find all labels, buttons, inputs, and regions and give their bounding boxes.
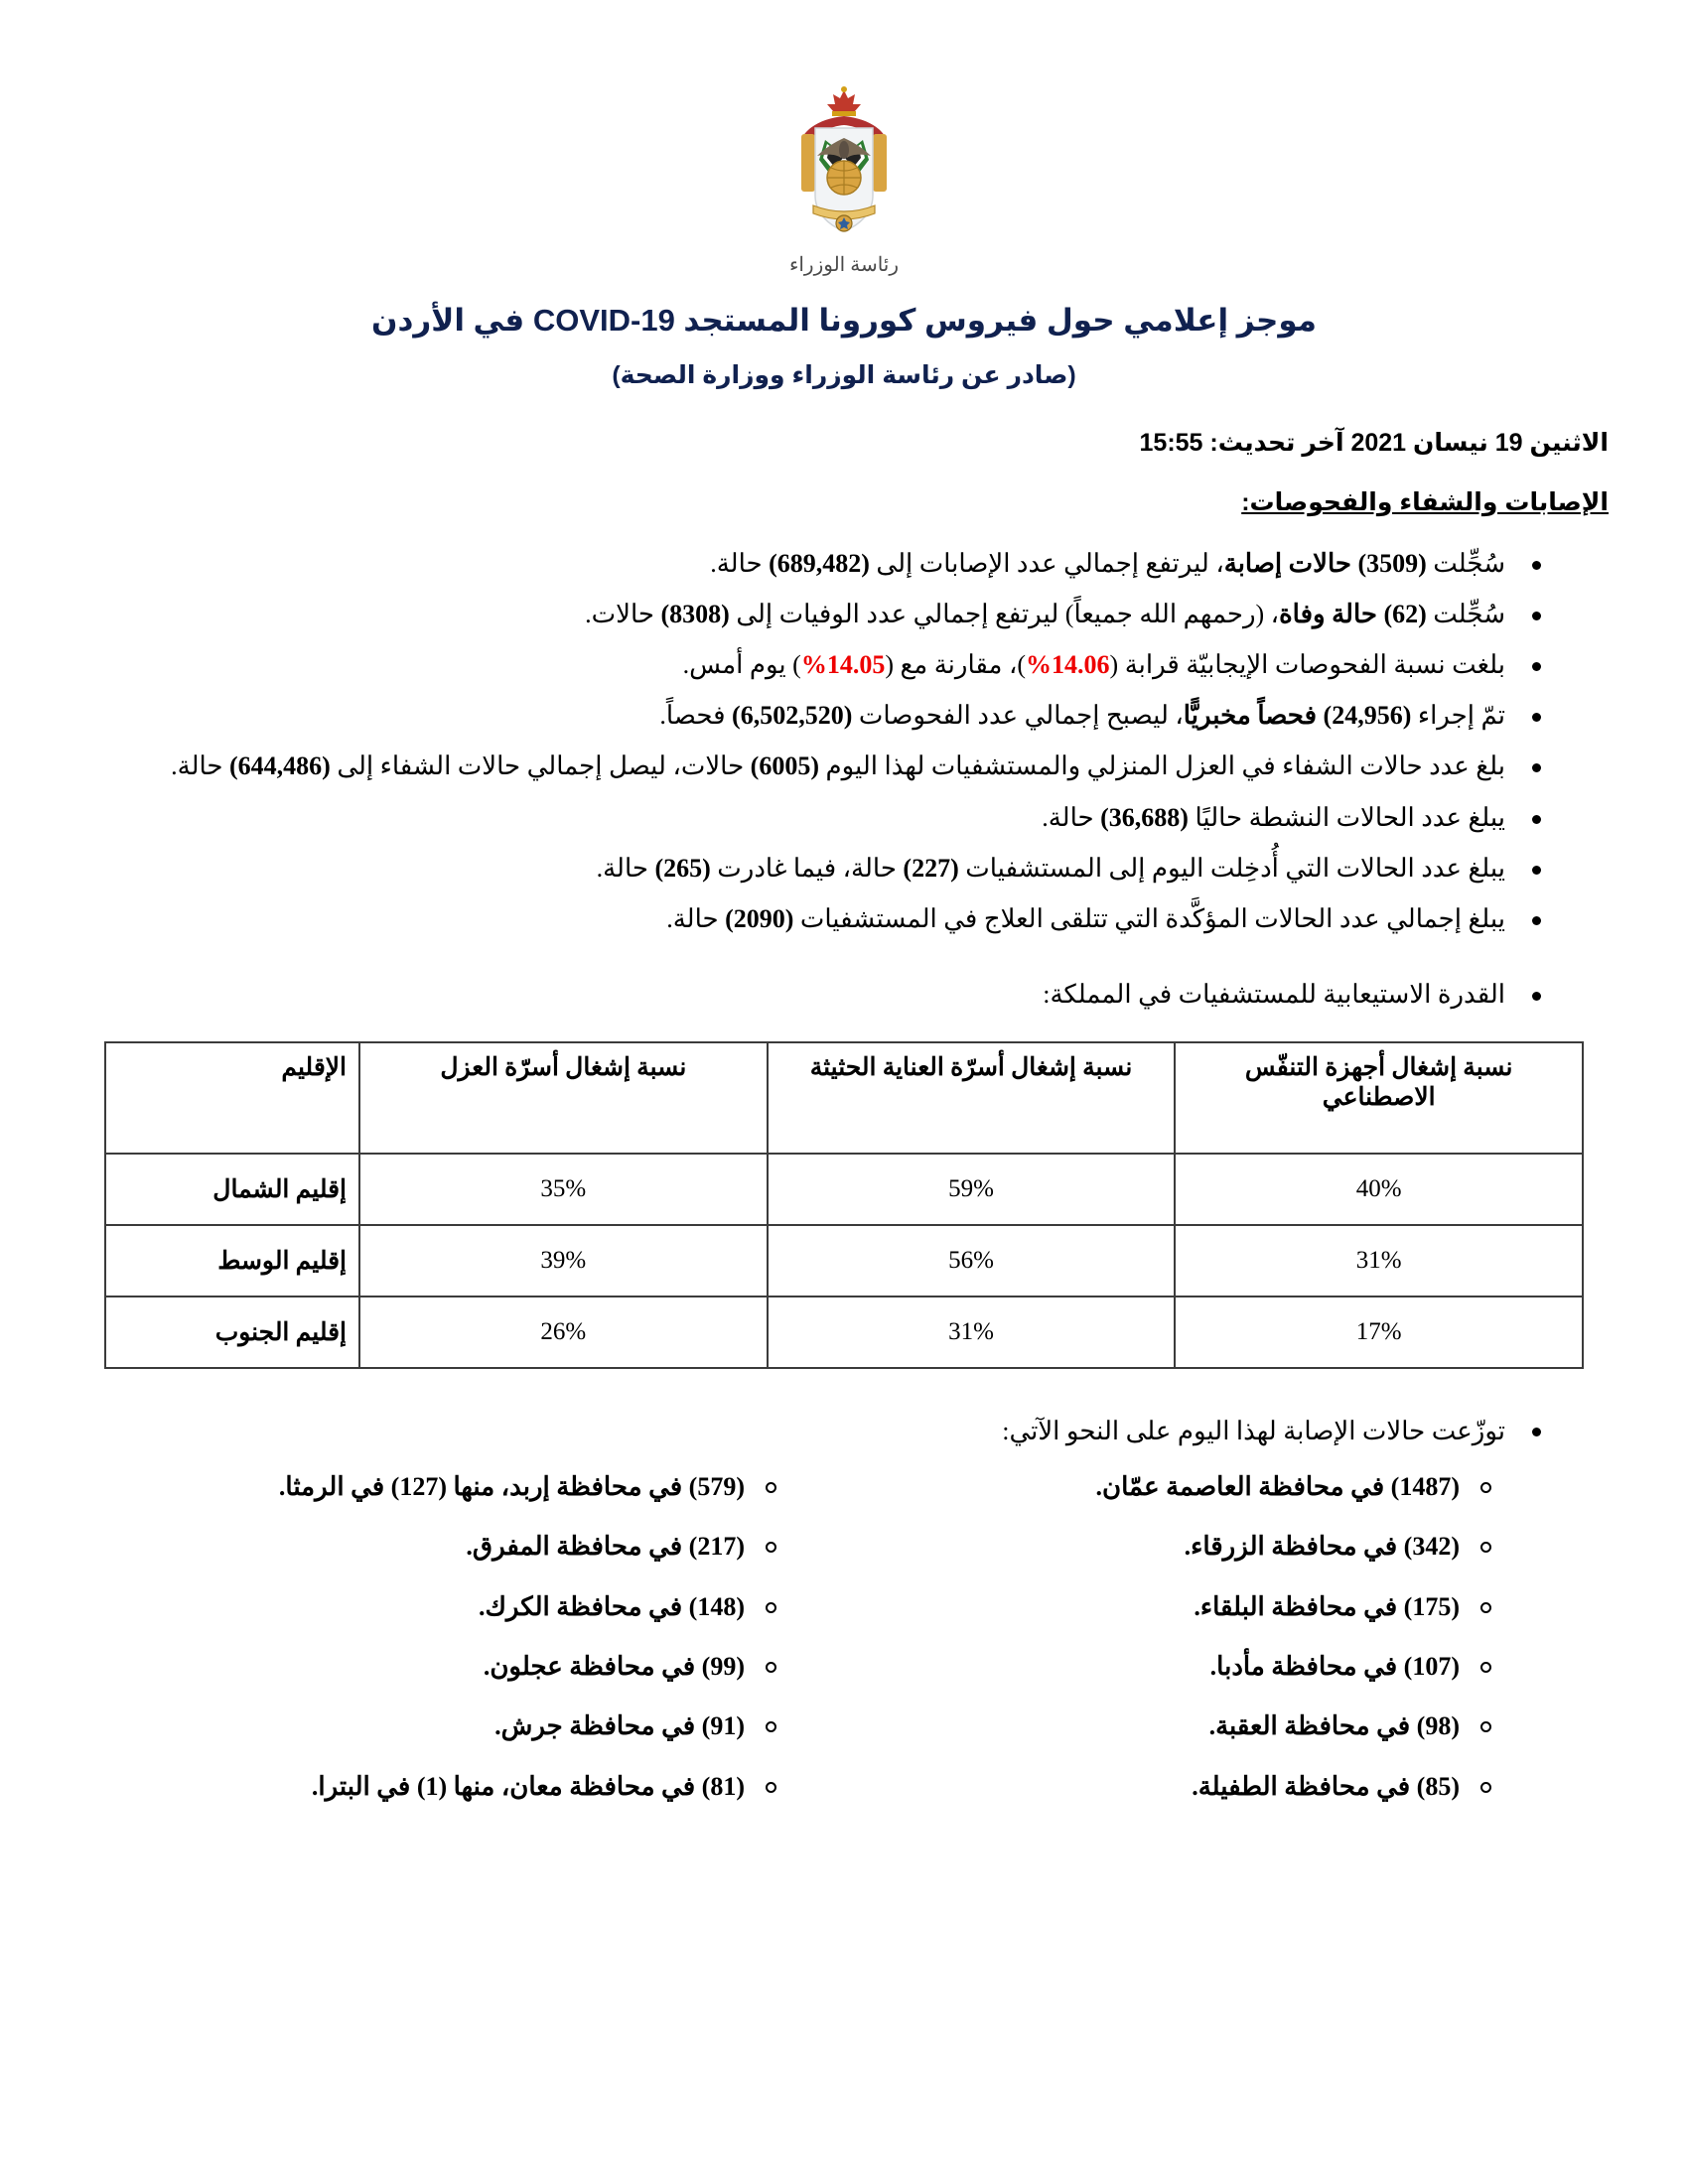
- cell-isolation-pct: 26%: [359, 1297, 768, 1368]
- list-item: [79, 848, 1549, 889]
- bold-value: (644,486): [229, 751, 331, 781]
- bold-value: (24,956) فحصاً مخبريًّا: [1183, 701, 1412, 731]
- list-item: (217) في محافظة المفرق.: [119, 1528, 786, 1566]
- list-item: (98) في محافظة العقبة.: [834, 1707, 1501, 1745]
- bold-value: (8308): [660, 600, 730, 629]
- table-row: [105, 1225, 1583, 1297]
- column-header-isolation-beds: نسبة إشغال أسرّة العزل: [359, 1042, 768, 1154]
- page-title: موجز إعلامي حول فيروس كورونا المستجد COVID-19 في الأردن: [371, 303, 1317, 338]
- column-header-ventilators: نسبة إشغال أجهزة التنفّس الاصطناعي: [1175, 1042, 1583, 1154]
- list-item: (175) في محافظة البلقاء.: [834, 1588, 1501, 1626]
- column-header-icu-beds: نسبة إشغال أسرّة العناية الحثيثة: [768, 1042, 1176, 1154]
- text-run: سُجِّلت: [1426, 600, 1505, 629]
- table-row: [105, 1297, 1583, 1368]
- text-run: بلغ عدد حالات الشفاء في العزل المنزلي والمستشفيات لهذا اليوم: [818, 751, 1505, 781]
- text-run: ، ليرتفع إجمالي عدد الإصابات إلى: [869, 549, 1224, 578]
- bold-value: (227): [903, 853, 959, 883]
- cell-isolation-pct: 39%: [359, 1225, 768, 1297]
- page-subtitle: (صادر عن رئاسة الوزراء ووزارة الصحة): [612, 361, 1076, 389]
- cell-region-name: إقليم الشمال: [105, 1154, 359, 1225]
- cell-ventilator-pct: 31%: [1175, 1225, 1583, 1297]
- text-run: يبلغ عدد الحالات النشطة حاليًا: [1188, 802, 1505, 832]
- cell-region-name: إقليم الجنوب: [105, 1297, 359, 1368]
- text-run: يبلغ إجمالي عدد الحالات المؤكَّدة التي تتلقى العلاج في المستشفيات: [793, 903, 1505, 933]
- highlighted-value: 14.06%: [1026, 650, 1110, 680]
- list-item: [79, 898, 1549, 940]
- cell-icu-pct: 31%: [768, 1297, 1176, 1368]
- list-item: توزّعت حالات الإصابة لهذا اليوم على النحو الآتي:: [79, 1411, 1549, 1452]
- column-header-region: الإقليم: [105, 1042, 359, 1154]
- list-item: [79, 644, 1549, 686]
- distribution-lead-list: [79, 1411, 1609, 1452]
- list-item: (107) في محافظة مأدبا.: [834, 1648, 1501, 1686]
- text-run: حالات.: [585, 600, 661, 629]
- emblem-block: [79, 84, 1609, 277]
- text-run: بلغت نسبة الفحوصات الإيجابيّة قرابة (: [1109, 650, 1505, 680]
- bold-value: (6,502,520): [732, 701, 853, 731]
- text-run: سُجِّلت: [1426, 549, 1505, 578]
- cell-region-name: إقليم الوسط: [105, 1225, 359, 1297]
- last-update-datetime: الاثنين 19 نيسان 2021 آخر تحديث: 15:55: [1139, 429, 1609, 457]
- distribution-list-right: [834, 1468, 1549, 1807]
- bold-value: (62) حالة وفاة: [1279, 600, 1427, 629]
- list-item: (342) في محافظة الزرقاء.: [834, 1528, 1501, 1566]
- emblem-caption: رئاسة الوزراء: [788, 254, 900, 276]
- bold-value: (36,688): [1100, 802, 1189, 832]
- list-item: (81) في محافظة معان، منها (1) في البترا.: [119, 1768, 786, 1806]
- list-item: [79, 797, 1549, 839]
- text-run: حالة، فيما غادرت: [710, 853, 904, 883]
- list-item: [79, 695, 1549, 737]
- text-run: ، (رحمهم الله جميعاً) ليرتفع إجمالي عدد الوفيات إلى: [729, 600, 1280, 629]
- text-run: يبلغ عدد الحالات التي أُدخِلت اليوم إلى المستشفيات: [958, 853, 1505, 883]
- list-item: (91) في محافظة جرش.: [119, 1707, 786, 1745]
- table-header-row: [105, 1042, 1583, 1154]
- list-item: [79, 543, 1549, 585]
- bold-value: (689,482): [769, 549, 870, 578]
- cell-isolation-pct: 35%: [359, 1154, 768, 1225]
- text-run: حالات، ليصل إجمالي حالات الشفاء إلى: [330, 751, 751, 781]
- jordan-hashemite-coat-of-arms-icon: [770, 84, 918, 253]
- statistics-bullet-list: [79, 543, 1609, 940]
- cell-ventilator-pct: 17%: [1175, 1297, 1583, 1368]
- text-run: حالة.: [710, 549, 770, 578]
- list-item: [79, 746, 1549, 787]
- distribution-columns: [79, 1468, 1609, 1829]
- hospital-capacity-table: [104, 1041, 1584, 1369]
- bold-value: (2090): [725, 903, 794, 933]
- highlighted-value: 14.05%: [800, 650, 886, 680]
- text-run: )، مقارنة مع (: [885, 650, 1027, 680]
- list-item: القدرة الاستيعابية للمستشفيات في المملكة:: [79, 974, 1549, 1016]
- text-run: حالة.: [171, 751, 229, 781]
- list-item: (1487) في محافظة العاصمة عمّان.: [834, 1468, 1501, 1506]
- table-row: [105, 1154, 1583, 1225]
- distribution-list-left: [119, 1468, 834, 1807]
- text-run: حالة.: [596, 853, 655, 883]
- text-run: حالة.: [1042, 802, 1101, 832]
- cell-icu-pct: 59%: [768, 1154, 1176, 1225]
- text-run: حالة.: [666, 903, 726, 933]
- list-item: (148) في محافظة الكرك.: [119, 1588, 786, 1626]
- distribution-column-right: [834, 1468, 1549, 1829]
- list-item: (579) في محافظة إربد، منها (127) في الرمثا.: [119, 1468, 786, 1506]
- cell-ventilator-pct: 40%: [1175, 1154, 1583, 1225]
- capacity-lead-list: [79, 974, 1609, 1016]
- list-item: (99) في محافظة عجلون.: [119, 1648, 786, 1686]
- text-run: فحصاً.: [659, 701, 733, 731]
- distribution-column-left: [119, 1468, 834, 1829]
- text-run: ) يوم أمس.: [682, 650, 801, 680]
- bold-value: (3509) حالات إصابة: [1223, 549, 1427, 578]
- text-run: تمّ إجراء: [1411, 701, 1505, 731]
- section-heading-cases: الإصابات والشفاء والفحوصات:: [1241, 488, 1609, 516]
- list-item: [79, 594, 1549, 635]
- list-item: (85) في محافظة الطفيلة.: [834, 1768, 1501, 1806]
- bold-value: (265): [654, 853, 711, 883]
- bold-value: (6005): [750, 751, 819, 781]
- text-run: ، ليصبح إجمالي عدد الفحوصات: [852, 701, 1184, 731]
- cell-icu-pct: 56%: [768, 1225, 1176, 1297]
